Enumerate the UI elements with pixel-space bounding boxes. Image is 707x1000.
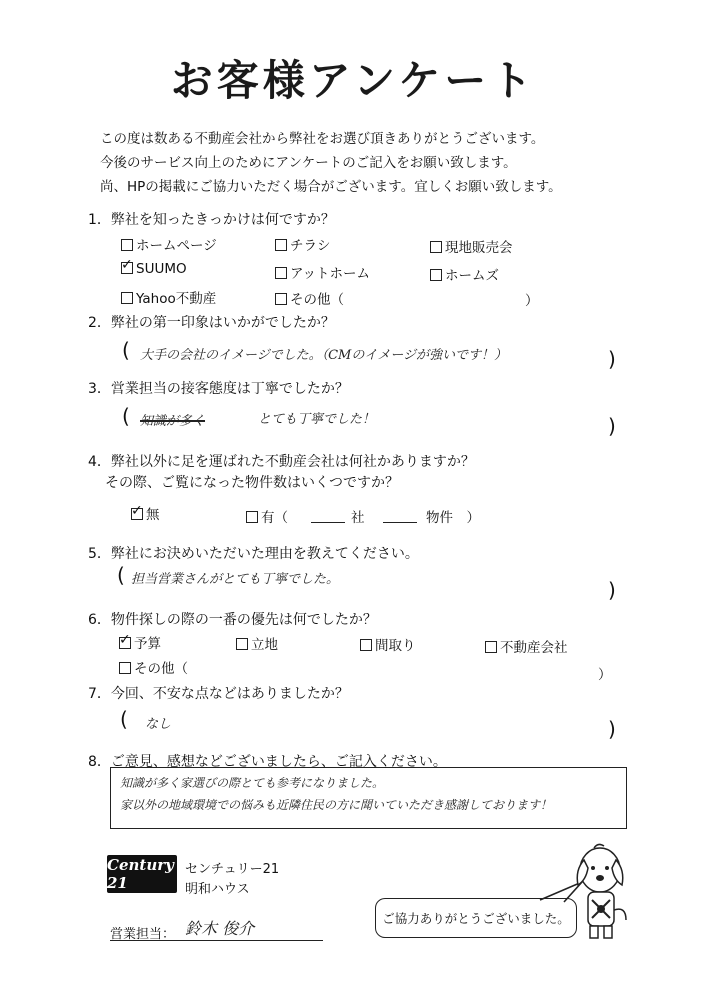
checkbox[interactable]: [275, 267, 287, 279]
q6-option-layout[interactable]: 間取り: [360, 634, 416, 654]
checkbox[interactable]: [121, 292, 133, 304]
thanks-bubble: ご協力ありがとうございました。: [375, 898, 577, 938]
q8-comment-line-2: 家以外の地域環境での悩みも近隣住民の方に聞いていただき感謝しております！: [120, 798, 553, 812]
q1-option-open-house[interactable]: 現地販売会: [430, 236, 513, 256]
question-6: 6．物件探しの際の一番の優先は何でしたか？: [88, 612, 377, 628]
q6-option-budget[interactable]: ✓予算: [119, 632, 161, 652]
checkbox[interactable]: [119, 662, 131, 674]
staff-underline: [110, 940, 323, 941]
checkbox-checked[interactable]: [119, 637, 131, 649]
q1-option-suumo[interactable]: ✓SUUMO: [121, 261, 187, 277]
checkbox[interactable]: [430, 269, 442, 281]
checkbox-checked[interactable]: [121, 262, 133, 274]
q1-option-athome[interactable]: アットホーム: [275, 262, 370, 282]
q1-option-flyer[interactable]: チラシ: [275, 234, 331, 254]
intro-line-1: この度は数ある不動産会社から弊社をお選び頂きありがとうございます。: [100, 131, 545, 147]
company-count-blank[interactable]: [311, 522, 345, 523]
q4-option-yes[interactable]: 有（: [246, 506, 288, 526]
q6-option-other[interactable]: その他（: [119, 657, 188, 677]
question-8: 8．ご意見、感想などございましたら、ご記入ください。: [88, 754, 447, 770]
q3-answer: とても丁寧でした！: [258, 412, 376, 427]
question-3: 3．営業担当の接客態度は丁寧でしたか？: [88, 381, 349, 397]
open-paren: (: [120, 707, 128, 731]
century21-logo: Century 21: [107, 855, 177, 893]
q3-struck-text: 知識が多く: [140, 414, 206, 429]
page-title: お客様アンケート: [170, 56, 537, 105]
q4-bukken-label: 物件 ）: [426, 510, 480, 526]
q6-other-close: ）: [598, 667, 612, 683]
q8-comment-line-1: 知識が多く家選びの際とても参考になりました。: [120, 776, 385, 790]
q1-option-other[interactable]: その他（: [275, 288, 344, 308]
q1-other-close: ）: [525, 293, 539, 309]
question-5: 5．弊社にお決めいただいた理由を教えてください。: [88, 546, 419, 562]
staff-name: 鈴木 俊介: [185, 919, 255, 938]
q5-answer: 担当営業さんがとても丁寧でした。: [131, 572, 340, 587]
staff-label: 営業担当：: [110, 927, 176, 942]
q1-option-homepage[interactable]: ホームページ: [121, 234, 217, 254]
q4-option-none[interactable]: ✓無: [131, 503, 160, 523]
open-paren: (: [122, 404, 130, 428]
q6-option-realtor[interactable]: 不動産会社: [485, 636, 568, 656]
question-1: 1．弊社を知ったきっかけは何ですか？: [88, 212, 335, 228]
company-name-line-1: センチュリー21: [185, 862, 280, 877]
question-2: 2．弊社の第一印象はいかがでしたか？: [88, 315, 335, 331]
checkbox[interactable]: [485, 641, 497, 653]
q6-option-location[interactable]: 立地: [236, 633, 278, 653]
q4-sha-label: 社: [351, 510, 365, 526]
company-name-line-2: 明和ハウス: [185, 882, 250, 897]
q1-option-homes[interactable]: ホームズ: [430, 264, 499, 284]
close-paren: ): [608, 717, 616, 741]
close-paren: ): [608, 347, 616, 371]
mascot-dog-icon: [570, 840, 640, 945]
open-paren: (: [122, 338, 130, 362]
question-4-line-1: 4．弊社以外に足を運ばれた不動産会社は何社かありますか？: [88, 454, 475, 470]
checkbox[interactable]: [275, 239, 287, 251]
intro-line-2: 今後のサービス向上のためにアンケートのご記入をお願い致します。: [100, 155, 517, 171]
checkbox[interactable]: [236, 638, 248, 650]
property-count-blank[interactable]: [383, 522, 417, 523]
question-4-line-2: その際、ご覧になった物件数はいくつですか？: [105, 475, 399, 491]
close-paren: ): [608, 578, 616, 602]
checkbox[interactable]: [430, 241, 442, 253]
checkbox[interactable]: [121, 239, 133, 251]
checkbox[interactable]: [360, 639, 372, 651]
checkbox[interactable]: [275, 293, 287, 305]
q1-option-yahoo[interactable]: Yahoo不動産: [121, 287, 216, 307]
checkbox[interactable]: [246, 511, 258, 523]
intro-line-3: 尚、HPの掲載にご協力いただく場合がございます。宜しくお願い致します。: [100, 179, 562, 195]
open-paren: (: [117, 563, 125, 587]
q7-answer: なし: [145, 717, 172, 732]
checkbox-checked[interactable]: [131, 508, 143, 520]
question-7: 7．今回、不安な点などはありましたか？: [88, 686, 349, 702]
close-paren: ): [608, 414, 616, 438]
q2-answer: 大手の会社のイメージでした。（CMのイメージが強いです！）: [140, 348, 507, 363]
